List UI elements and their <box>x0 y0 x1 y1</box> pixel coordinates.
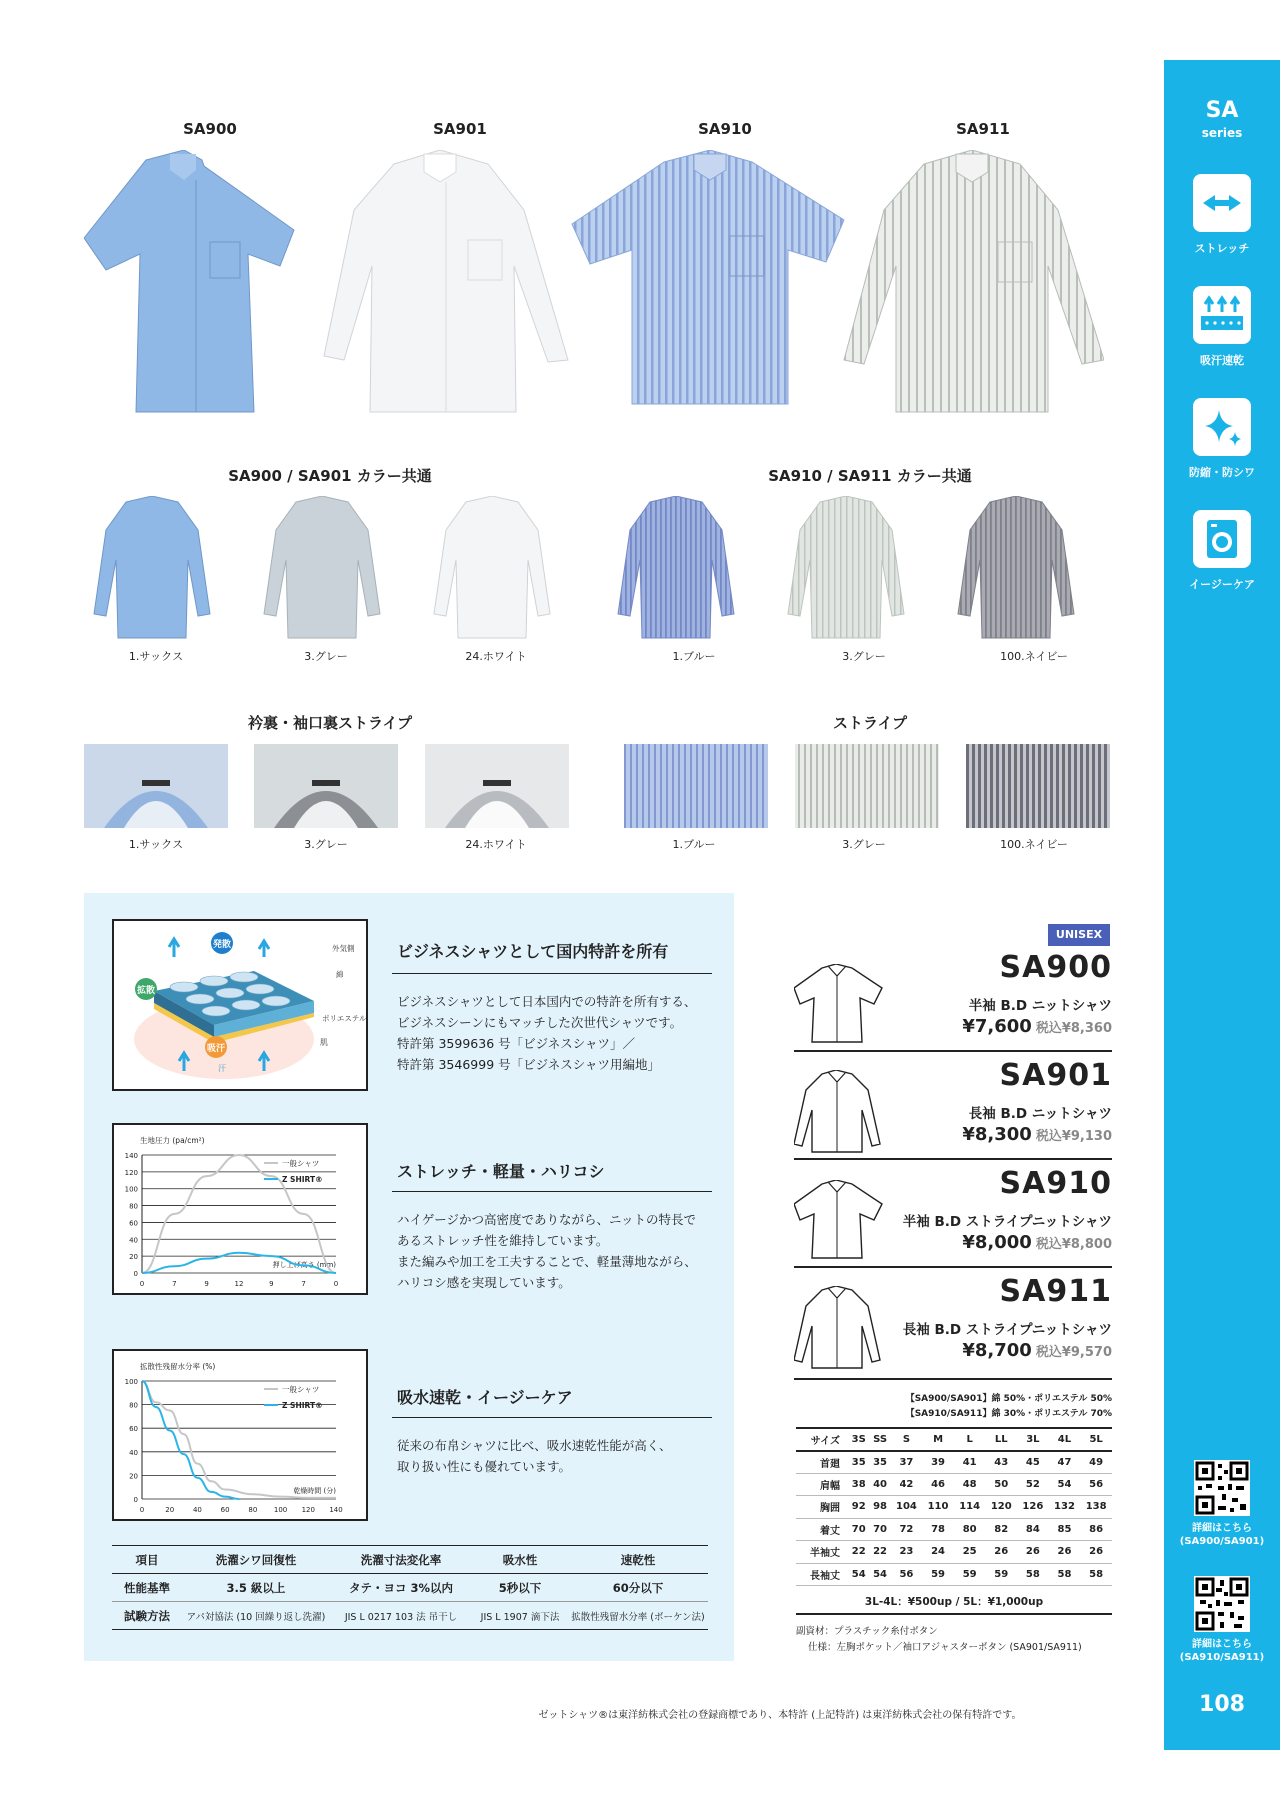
table-header-cell: 5L <box>1089 1433 1103 1445</box>
table-cell: 58 <box>1057 1568 1072 1580</box>
y-tick-label: 140 <box>124 1152 138 1160</box>
table-cell: 59 <box>994 1568 1009 1580</box>
legend-label: Z SHIRT® <box>282 1175 323 1184</box>
diagram-label-evaporate: 発散 <box>212 940 232 950</box>
stretch-chart-box <box>112 1123 368 1295</box>
table-cell: 84 <box>1025 1523 1040 1535</box>
table-cell: 試験方法 <box>124 1608 170 1623</box>
product-code: SA911 <box>999 1274 1112 1309</box>
table-cell: 54 <box>1057 1478 1072 1490</box>
feature-text-line: 取り扱い性にも優れています。 <box>397 1459 572 1474</box>
qr-caption-line1: 詳細はこちら <box>1192 1523 1252 1534</box>
chart-title: 生地圧力 (pa/cm²) <box>140 1136 205 1145</box>
product-code: SA910 <box>999 1166 1112 1201</box>
diagram-label-cotton: 綿 <box>336 970 344 979</box>
feature-body <box>397 1435 717 1477</box>
table-cell: 58 <box>1089 1568 1104 1580</box>
collar-detail-sax <box>84 744 228 828</box>
series-line-1 <box>142 1381 239 1499</box>
stripe-swatch-blue <box>624 744 768 828</box>
table-cell: 126 <box>1022 1501 1044 1513</box>
table-cell: 49 <box>1089 1456 1104 1468</box>
product-divider <box>794 1050 1112 1052</box>
table-row <box>796 1496 1112 1519</box>
table-header-row <box>796 1428 1112 1451</box>
table-cell: 22 <box>873 1546 887 1558</box>
detail-caption: 100.ネイビー <box>1000 838 1068 851</box>
table-cell: 56 <box>1089 1478 1104 1490</box>
feature-text-line: あるストレッチ性を維持しています。 <box>397 1233 609 1248</box>
feature-body <box>397 991 717 1075</box>
table-cell: 52 <box>1025 1478 1040 1490</box>
series-line-0 <box>142 1381 336 1498</box>
table-header-cell: 項目 <box>135 1552 159 1567</box>
table-cell: 半袖丈 <box>810 1548 840 1560</box>
table-cell: 85 <box>1057 1523 1072 1535</box>
y-tick-label: 120 <box>124 1168 138 1177</box>
table-header-cell: SS <box>873 1433 888 1445</box>
table-cell: 性能基準 <box>124 1580 170 1595</box>
product-notes <box>796 1624 1082 1656</box>
color-caption: 1.サックス <box>128 650 184 663</box>
color-caption: 100.ネイビー <box>1000 650 1068 663</box>
table-row <box>796 1563 1112 1586</box>
model-label: SA911 <box>956 120 1010 138</box>
price-tax: 税込¥9,570 <box>1035 1345 1112 1360</box>
x-tick-label: 0 <box>139 1506 145 1514</box>
shirt-thumb-navy-stripe <box>958 496 1074 638</box>
feature-label-shrink-resist: 防縮・防シワ <box>1189 466 1255 479</box>
table-header-cell: 速乾性 <box>620 1552 656 1567</box>
table-cell: 着丈 <box>820 1525 840 1537</box>
table-header-cell: M <box>933 1433 944 1445</box>
color-group-title: SA900 / SA901 カラー共通 <box>228 467 432 485</box>
series-line-0 <box>142 1155 336 1273</box>
x-tick-label: 7 <box>301 1280 306 1288</box>
color-caption: 1.ブルー <box>672 650 716 663</box>
legend-label: Z SHIRT® <box>282 1401 323 1410</box>
x-tick-label: 9 <box>204 1280 209 1288</box>
washing-machine-icon <box>1193 510 1251 568</box>
color-caption: 3.グレー <box>842 650 886 663</box>
table-cell: 5秒以下 <box>498 1580 542 1595</box>
product-name: 半袖 B.D ニットシャツ <box>968 998 1112 1014</box>
table-cell: 26 <box>1089 1546 1104 1558</box>
model-label: SA901 <box>433 120 487 138</box>
material-composition <box>796 1392 1112 1422</box>
table-header-cell: L <box>966 1433 973 1445</box>
table-cell: 26 <box>1057 1546 1072 1558</box>
table-row <box>796 1473 1112 1496</box>
y-tick-label: 40 <box>129 1236 138 1245</box>
stripe-swatch-navy <box>966 744 1110 828</box>
short-sleeve-shirt-icon <box>794 1180 884 1260</box>
material-line: 【SA910/SA911】綿 30%・ポリエステル 70% <box>905 1409 1112 1419</box>
stretch-arrows-icon <box>1193 174 1251 232</box>
note-line: 仕様：左胸ポケット／袖口アジャスターボタン (SA901/SA911) <box>808 1642 1082 1653</box>
drying-chart <box>114 1351 366 1519</box>
product-divider <box>794 1378 1112 1380</box>
color-group-title: SA910 / SA911 カラー共通 <box>768 467 972 485</box>
table-header-cell: 洗濯シワ回復性 <box>215 1552 297 1567</box>
legend-label: 一般シャツ <box>282 1385 320 1394</box>
table-cell: 35 <box>851 1456 866 1468</box>
y-tick-label: 100 <box>124 1185 138 1194</box>
feature-text-line: ビジネスシャツとして日本国内での特許を所有する、 <box>397 994 697 1009</box>
shirt-thumb-gray <box>264 496 380 638</box>
product-price <box>962 1124 1112 1145</box>
table-header-cell: 4L <box>1057 1433 1072 1445</box>
product-name: 長袖 B.D ストライプニットシャツ <box>902 1322 1112 1338</box>
table-cell: アパ対協法 (10 回繰り返し洗濯) <box>186 1611 326 1623</box>
detail-caption: 3.グレー <box>842 838 886 851</box>
table-cell: 26 <box>1025 1546 1040 1558</box>
product-divider <box>794 1266 1112 1268</box>
fabric-structure-diagram <box>112 919 368 1091</box>
table-cell: タテ・ヨコ 3%以内 <box>348 1580 454 1595</box>
diagram-label-outer: 外気側 <box>332 944 355 953</box>
table-header-cell: 洗濯寸法変化率 <box>360 1552 442 1567</box>
table-cell: 41 <box>962 1456 977 1468</box>
table-cell: 拡散性残留水分率 (ボーケン法) <box>571 1611 705 1623</box>
x-tick-label: 9 <box>269 1280 274 1288</box>
detail-caption: 24.ホワイト <box>465 838 527 851</box>
y-tick-label: 100 <box>124 1378 138 1386</box>
table-cell: 70 <box>873 1523 887 1535</box>
table-cell: 98 <box>873 1501 887 1513</box>
model-label: SA900 <box>183 120 237 138</box>
table-header-cell: 吸水性 <box>502 1552 538 1567</box>
table-cell: 35 <box>873 1456 887 1468</box>
shirt-thumb-sax <box>94 496 210 638</box>
stripe-swatch-gray <box>795 744 939 828</box>
product-divider <box>794 1158 1112 1160</box>
main-product-photos <box>84 150 1104 420</box>
feature-divider <box>392 973 712 974</box>
x-tick-label: 120 <box>301 1506 315 1514</box>
diagram-label-sweat: 汗 <box>218 1064 226 1073</box>
table-cell: 56 <box>899 1568 914 1580</box>
table-row <box>112 1602 708 1630</box>
price-value: ¥8,000 <box>962 1232 1032 1253</box>
table-cell: 42 <box>899 1478 914 1490</box>
table-cell: 37 <box>899 1456 914 1468</box>
detail-swatches <box>84 744 1114 830</box>
table-cell: 59 <box>962 1568 977 1580</box>
footer-trademark: ゼットシャツ®は東洋紡株式会社の登録商標であり、本特許 (上記特許) は東洋紡株式会社の保有特許です。 <box>538 1710 1022 1721</box>
feature-panel <box>84 893 734 1661</box>
page-number: 108 <box>1199 1692 1245 1717</box>
table-cell: 43 <box>994 1456 1009 1468</box>
series-code: SA <box>1205 98 1239 123</box>
y-tick-label: 0 <box>133 1270 138 1278</box>
table-row <box>796 1518 1112 1541</box>
feature-divider <box>392 1417 712 1418</box>
table-cell: 22 <box>851 1546 866 1558</box>
short-sleeve-shirt-icon <box>794 964 884 1044</box>
table-cell: 60分以下 <box>612 1580 664 1595</box>
y-tick-label: 60 <box>129 1425 138 1434</box>
table-cell: 54 <box>851 1568 866 1580</box>
table-cell: 48 <box>962 1478 977 1490</box>
detail-group-title: 衿裏・袖口裏ストライプ <box>247 714 413 732</box>
table-cell: 104 <box>895 1501 917 1513</box>
x-tick-label: 80 <box>248 1506 258 1514</box>
sparkle-icon <box>1193 398 1251 456</box>
table-cell: 54 <box>873 1568 887 1580</box>
table-cell: 26 <box>994 1546 1009 1558</box>
product-code: SA900 <box>999 950 1112 985</box>
table-cell: 長袖丈 <box>810 1570 840 1582</box>
table-cell: 59 <box>931 1568 945 1580</box>
table-cell: 138 <box>1085 1501 1107 1513</box>
table-cell: 25 <box>962 1546 977 1558</box>
y-tick-label: 60 <box>129 1219 138 1228</box>
table-row <box>796 1451 1112 1474</box>
qr-caption-line1: 詳細はこちら <box>1192 1639 1252 1650</box>
table-cell: 45 <box>1025 1456 1040 1468</box>
feature-heading: ビジネスシャツとして国内特許を所有 <box>397 942 669 961</box>
quick-dry-icon <box>1193 286 1251 344</box>
product-name: 長袖 B.D ニットシャツ <box>968 1106 1112 1122</box>
collar-detail-gray <box>254 744 398 828</box>
table-cell: 132 <box>1054 1501 1075 1513</box>
shirt-photo-sa901 <box>324 150 568 412</box>
price-value: ¥8,700 <box>962 1340 1032 1361</box>
size-surcharge-note: 3L-4L：¥500up / 5L：¥1,000up <box>796 1594 1112 1615</box>
feature-text-line: 従来の布帛シャツに比べ、吸水速乾性能が高く、 <box>397 1438 672 1453</box>
x-tick-label: 140 <box>329 1506 343 1514</box>
feature-body <box>397 1209 717 1293</box>
series-subtitle: series <box>1201 126 1243 140</box>
size-table-body <box>796 1451 1112 1586</box>
feature-label-stretch: ストレッチ <box>1194 242 1250 255</box>
price-value: ¥7,600 <box>962 1016 1032 1037</box>
x-tick-label: 7 <box>172 1280 177 1288</box>
y-tick-label: 0 <box>133 1496 138 1504</box>
feature-text-line: ハリコシ感を実現しています。 <box>397 1275 571 1290</box>
y-tick-label: 20 <box>129 1472 138 1481</box>
qr-code-sa900[interactable] <box>1194 1460 1250 1516</box>
table-header-cell: LL <box>994 1433 1008 1445</box>
table-header-row <box>112 1546 708 1574</box>
y-tick-label: 80 <box>129 1202 138 1211</box>
table-cell: 24 <box>931 1546 945 1558</box>
product-code: SA901 <box>999 1058 1112 1093</box>
table-cell: 46 <box>931 1478 945 1490</box>
detail-caption: 1.ブルー <box>672 838 716 851</box>
size-table <box>796 1427 1112 1586</box>
shirt-thumb-white <box>434 496 550 638</box>
product-price <box>962 1340 1112 1361</box>
color-variant-photos <box>90 496 1110 641</box>
shirt-thumb-gray-stripe <box>788 496 904 638</box>
note-line: 副資材：プラスチック糸付ボタン <box>796 1626 938 1637</box>
shirt-photo-sa911 <box>844 150 1104 412</box>
table-header-cell: サイズ <box>810 1435 840 1447</box>
table-cell: JIS L 0217 103 法 吊干し <box>344 1611 458 1623</box>
chart-title: 拡散性残留水分率 (%) <box>140 1362 216 1371</box>
product-price <box>962 1016 1112 1037</box>
series-sidebar <box>1164 60 1280 1750</box>
table-header-cell: S <box>902 1433 911 1445</box>
table-cell: 92 <box>851 1501 866 1513</box>
table-cell: 3.5 級以上 <box>226 1580 286 1595</box>
table-row <box>112 1574 708 1602</box>
feature-heading: 吸水速乾・イージーケア <box>397 1388 573 1407</box>
unisex-badge: UNISEX <box>1048 924 1110 946</box>
x-tick-label: 60 <box>220 1506 230 1514</box>
shirt-photo-sa910 <box>572 150 844 404</box>
shirt-photo-sa900 <box>84 150 294 412</box>
color-caption: 3.グレー <box>304 650 348 663</box>
long-sleeve-shirt-icon <box>794 1286 884 1370</box>
quick-dry-chart-box <box>112 1349 368 1521</box>
performance-table <box>112 1545 708 1630</box>
table-row <box>796 1541 1112 1564</box>
feature-label-easy-care: イージーケア <box>1189 578 1255 591</box>
table-cell: 72 <box>899 1523 914 1535</box>
table-cell: 82 <box>994 1523 1009 1535</box>
diagram-label-polyester: ポリエステル <box>322 1014 366 1023</box>
qr-code-sa910[interactable] <box>1194 1576 1250 1632</box>
table-header-cell: 3S <box>851 1433 866 1445</box>
long-sleeve-shirt-icon <box>794 1070 884 1154</box>
price-value: ¥8,300 <box>962 1124 1032 1145</box>
feature-text-line: また編みや加工を工夫することで、軽量薄地ながら、 <box>397 1254 697 1269</box>
y-tick-label: 80 <box>129 1401 138 1410</box>
detail-group-title: ストライプ <box>832 714 908 732</box>
product-name: 半袖 B.D ストライプニットシャツ <box>902 1214 1112 1230</box>
collar-detail-white <box>425 744 569 828</box>
stretch-pressure-chart <box>114 1125 366 1293</box>
detail-caption: 3.グレー <box>304 838 348 851</box>
legend-label: 一般シャツ <box>282 1159 320 1168</box>
product-list <box>794 950 1112 1390</box>
table-cell: 39 <box>931 1456 945 1468</box>
price-tax: 税込¥8,360 <box>1035 1021 1112 1036</box>
x-tick-label: 20 <box>165 1506 175 1514</box>
model-label: SA910 <box>698 120 752 138</box>
table-header-cell: 3L <box>1026 1433 1040 1445</box>
table-cell: 70 <box>851 1523 866 1535</box>
x-tick-label: 12 <box>234 1280 244 1288</box>
material-line: 【SA900/SA901】綿 50%・ポリエステル 50% <box>905 1394 1112 1404</box>
shirt-thumb-blue-stripe <box>618 496 734 638</box>
table-cell: 23 <box>899 1546 914 1558</box>
x-tick-label: 100 <box>273 1506 288 1514</box>
qr-caption-line2: (SA910/SA911) <box>1179 1652 1265 1663</box>
x-tick-label: 0 <box>139 1280 145 1288</box>
x-axis-label: 押し上げ高さ (mm) <box>272 1261 336 1269</box>
table-cell: 38 <box>851 1478 866 1490</box>
table-cell: 胸囲 <box>820 1503 840 1515</box>
feature-text-line: 特許第 3546999 号「ビジネスシャツ用編地」 <box>397 1057 660 1072</box>
product-price <box>962 1232 1112 1253</box>
qr-caption <box>1164 1638 1280 1664</box>
feature-text-line: ハイゲージかつ高密度でありながら、ニットの特長で <box>397 1212 697 1227</box>
table-cell: 110 <box>927 1501 949 1513</box>
feature-label-quick-dry: 吸汗速乾 <box>1200 354 1244 367</box>
table-cell: 47 <box>1057 1456 1072 1468</box>
table-cell: 114 <box>959 1501 981 1513</box>
detail-caption: 1.サックス <box>128 838 184 851</box>
feature-text-line: 特許第 3599636 号「ビジネスシャツ」／ <box>397 1036 635 1051</box>
x-tick-label: 0 <box>333 1280 339 1288</box>
table-cell: 40 <box>873 1478 887 1490</box>
x-axis-label: 乾燥時間 (分) <box>293 1487 336 1495</box>
table-cell: 50 <box>994 1478 1009 1490</box>
table-cell: 86 <box>1089 1523 1104 1535</box>
qr-caption-line2: (SA900/SA901) <box>1179 1536 1265 1547</box>
table-cell: 58 <box>1025 1568 1040 1580</box>
table-cell: 78 <box>931 1523 945 1535</box>
color-caption: 24.ホワイト <box>465 650 527 663</box>
feature-divider <box>392 1191 712 1192</box>
qr-caption <box>1164 1522 1280 1548</box>
diagram-label-spread: 拡散 <box>136 986 156 996</box>
table-cell: 首廻 <box>820 1458 840 1470</box>
table-cell: 肩幅 <box>820 1480 840 1492</box>
table-cell: JIS L 1907 滴下法 <box>480 1611 560 1623</box>
table-cell: 80 <box>962 1523 977 1535</box>
diagram-label-absorb: 吸汗 <box>206 1044 226 1054</box>
feature-text-line: ビジネスシーンにもマッチした次世代シャツです。 <box>397 1015 683 1030</box>
diagram-label-skin: 肌 <box>320 1038 328 1047</box>
x-tick-label: 40 <box>192 1506 202 1514</box>
price-tax: 税込¥9,130 <box>1035 1129 1112 1144</box>
feature-heading: ストレッチ・軽量・ハリコシ <box>397 1162 605 1181</box>
y-tick-label: 40 <box>129 1448 138 1457</box>
price-tax: 税込¥8,800 <box>1035 1237 1112 1252</box>
table-cell: 120 <box>990 1501 1012 1513</box>
y-tick-label: 20 <box>129 1253 138 1262</box>
